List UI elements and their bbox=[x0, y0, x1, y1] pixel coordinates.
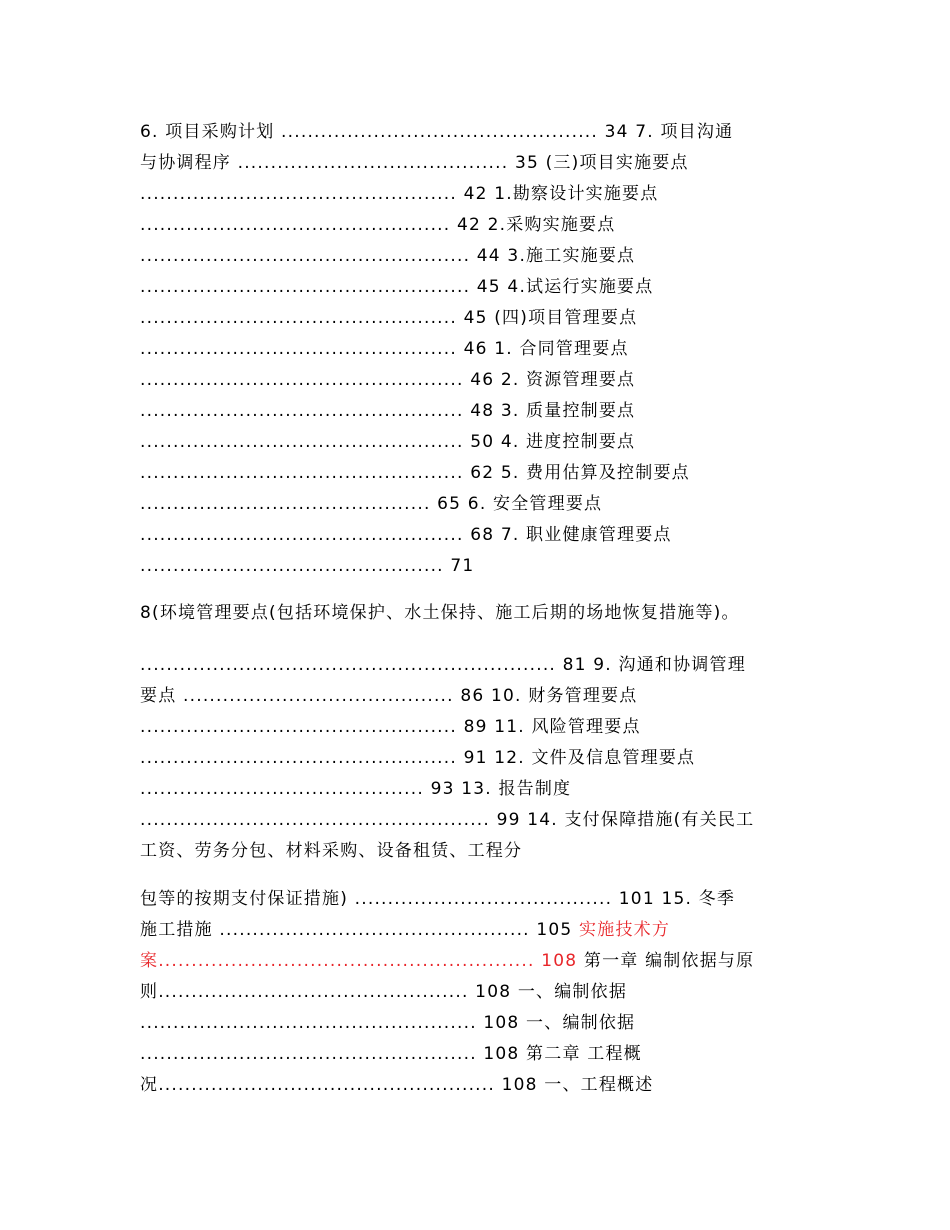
toc-line: 则............................................... 108 一、编制依据 bbox=[140, 982, 628, 1002]
toc-line: ................................................... 108 一、编制依据 bbox=[140, 1013, 636, 1033]
toc-line: ................................................. 46 2. 资源管理要点 bbox=[140, 370, 636, 390]
toc-line bbox=[140, 919, 670, 941]
toc-line: 要点 ......................................... 86 10. 财务管理要点 bbox=[140, 686, 638, 706]
toc-line bbox=[140, 950, 754, 972]
toc-line-text: 施工措施 ............................................... 105 bbox=[140, 920, 580, 940]
toc-line: ................................................ 46 1. 合同管理要点 bbox=[140, 339, 629, 359]
toc-line: .................................................. 44 3.施工实施要点 bbox=[140, 246, 636, 266]
toc-line: ................................................. 48 3. 质量控制要点 bbox=[140, 401, 636, 421]
toc-line: ................................................. 50 4. 进度控制要点 bbox=[140, 432, 636, 452]
toc-line: ............................................................... 81 9. 沟通和协调管理 bbox=[140, 655, 746, 675]
toc-line: ................................................ 45 (四)项目管理要点 bbox=[140, 308, 638, 328]
toc-highlight-text: 实施技术方 bbox=[579, 920, 671, 940]
toc-line: 与协调程序 ......................................... 35 (三)项目实施要点 bbox=[140, 153, 689, 173]
toc-line: .............................................. 71 bbox=[140, 556, 475, 576]
toc-highlight-text: 案......................................................... 108 bbox=[140, 951, 578, 971]
toc-line: ................................................. 62 5. 费用估算及控制要点 bbox=[140, 463, 690, 483]
toc-line: ..................................................... 99 14. 支付保障措施(有关民工 bbox=[140, 810, 755, 830]
toc-line: ................................................ 89 11. 风险管理要点 bbox=[140, 717, 641, 737]
toc-line: .................................................. 45 4.试运行实施要点 bbox=[140, 277, 654, 297]
toc-line-text: 第一章 编制依据与原 bbox=[577, 951, 755, 971]
toc-line: ................................................ 42 1.勘察设计实施要点 bbox=[140, 184, 659, 204]
toc-line: ................................................... 108 第二章 工程概 bbox=[140, 1044, 642, 1064]
toc-line: 工资、劳务分包、材料采购、设备租赁、工程分 bbox=[140, 841, 523, 861]
toc-line: 况................................................... 108 一、工程概述 bbox=[140, 1075, 654, 1095]
toc-line: ........................................... 93 13. 报告制度 bbox=[140, 779, 572, 799]
toc-line: ............................................... 42 2.采购实施要点 bbox=[140, 215, 616, 235]
toc-heading-line: 8(环境管理要点(包括环境保护、水土保持、施工后期的场地恢复措施等)。 bbox=[140, 603, 740, 623]
toc-line: 包等的按期支付保证措施) ....................................... 101 15. 冬季 bbox=[140, 889, 736, 909]
toc-line: ................................................. 68 7. 职业健康管理要点 bbox=[140, 525, 672, 545]
toc-line: 6. 项目采购计划 ................................................ 34 7. 项目沟通 bbox=[140, 122, 734, 142]
toc-line: ............................................ 65 6. 安全管理要点 bbox=[140, 494, 603, 514]
toc-line: ................................................ 91 12. 文件及信息管理要点 bbox=[140, 748, 696, 768]
